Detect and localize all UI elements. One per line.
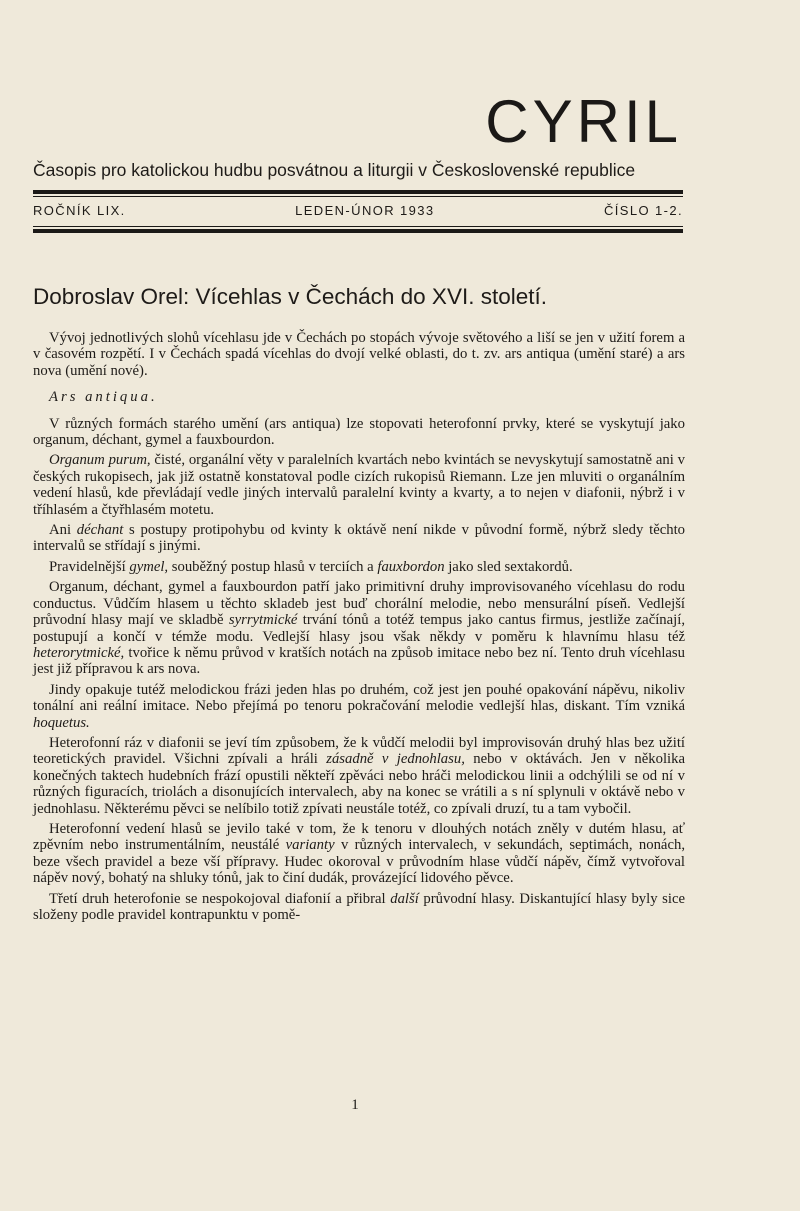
paragraph: Pravidelnější gymel, souběžný postup hlasů v terciích a fauxbordon jako sled sextakordů. bbox=[49, 558, 573, 575]
section-heading: Ars antiqua. bbox=[49, 389, 158, 406]
issue-date: LEDEN-ÚNOR 1933 bbox=[295, 203, 435, 218]
header-rule-top-thin bbox=[33, 196, 683, 197]
paragraph: Třetí druh heterofonie se nespokojoval diafonií a přibral další průvodní hlasy. Diskantující hlasy byly sice složeny podle pravidel kontrapunktu v pomě- bbox=[33, 890, 686, 923]
paragraph: V různých formách starého umění (ars antiqua) lze stopovati heterofonní prvky, které se vyskytují jako organum, déchant, gymel a fauxbourdon. bbox=[33, 415, 685, 449]
header-rule-bottom-thin bbox=[33, 226, 683, 227]
article-title: Dobroslav Orel: Vícehlas v Čechách do XVI. století. bbox=[33, 284, 547, 309]
issue-info bbox=[33, 203, 683, 218]
paragraph: Vývoj jednotlivých slohů vícehlasu jde v Čechách po stopách vývoje světového a liší se jen v užití forem a v časovém rozpětí. I v Čechách spadá vícehlas do dvojí velké oblasti, do t. zv. ars antiqua (umění staré) a ars nova (umění nové). bbox=[33, 330, 685, 379]
journal-title: CYRIL bbox=[485, 88, 682, 155]
paragraph: Organum purum, čisté, organální věty v paralelních kvartách nebo kvintách se nevyskytují samostatně ani v českých rukopisech, jak již ostatně konstatoval podle cizích rukopisů Riemann. Lze jen mluviti o organálním vedení hlasů, kde převládají vedle jiných intervalů paralelní kvinty a kvarty, a to nejen v diafonii, nýbrž i v tříhlasém a čtyřhlasém motetu. bbox=[33, 452, 685, 518]
paragraph: Heterofonní vedení hlasů se jevilo také v tom, že k tenoru v dlouhých notách zněly v dutém hlasu, ať zpěvním nebo instrumentálním, neustálé varianty v různých intervalech, v sekundách, septimách, nonách, beze všech pravidel a beze vší přípravy. Hudec okoroval v průvodním hlase vůdčí nápěv, čímž vytvořoval nápěv nový, bohatý na shluky tónů, jak to činí dudák, provázející lidového pěvce. bbox=[33, 820, 685, 887]
header-rule-bottom bbox=[33, 229, 683, 233]
article-body bbox=[33, 330, 685, 927]
journal-subtitle: Časopis pro katolickou hudbu posvátnou a liturgii v Československé republice bbox=[33, 160, 636, 180]
paragraph: Organum, déchant, gymel a fauxbourdon patří jako primitivní druhy improvisovaného vícehlasu do rodu conductus. Vůdčím hlasem u těchto skladeb jest buď chorální melodie, nebo mensurální píseň. Vedlejší průvodní hlasy mají ve skladbě syrrytmické trvání tónů a totéž tempus jako cantus firmus, jestliže začínají, postupují a končí v témže modu. Vedlejší hlasy jsou však někdy v poměru k hlavnímu hlasu též heterorytmické, tvořice k němu průvod v kratších notách na způsob imitace nebo bez ní. Tento druh vícehlasu jest již přípravou k ars nova. bbox=[33, 579, 685, 678]
issue-number: ČÍSLO 1-2. bbox=[603, 203, 683, 218]
paragraph: Jindy opakuje tutéž melodickou frázi jeden hlas po druhém, což jest jen pouhé opakování nápěvu, nikoliv tonální ani reální imitace. Nebo přejímá po tenoru pokračování melodie vedlejší hlas, diskant. Tím vzniká hoquetus. bbox=[33, 681, 685, 731]
paragraph: Ani déchant s postupy protipohybu od kvinty k oktávě není nikde v původní formě, nýbrž sledy těchto intervalů se střídají s jinými. bbox=[33, 522, 685, 555]
paragraph: Heterofonní ráz v diafonii se jeví tím způsobem, že k vůdčí melodii byl improvisován druhý hlas bez užití teoretických pravidel. Všichni zpívali a hráli zásadně v jednohlasu, nebo v oktávách. Jen v několika konečných taktech hudebních frází opustili někteří zpěváci nebo hráči melodickou linii a odchýlili se od ní v různých figuracích, triolách a disonujících intervalech, aby na konec se vrátili a s ní splynuli v oktávě nebo v jednohlasu. Některému pěvci se nelíbilo totiž zpívati neustále totéž, co zpívali druzí, tu a tam vybočil. bbox=[33, 734, 685, 817]
header-rule-top bbox=[33, 190, 683, 194]
volume-label: ROČNÍK LIX. bbox=[33, 203, 126, 218]
page-number: 1 bbox=[351, 1097, 359, 1113]
